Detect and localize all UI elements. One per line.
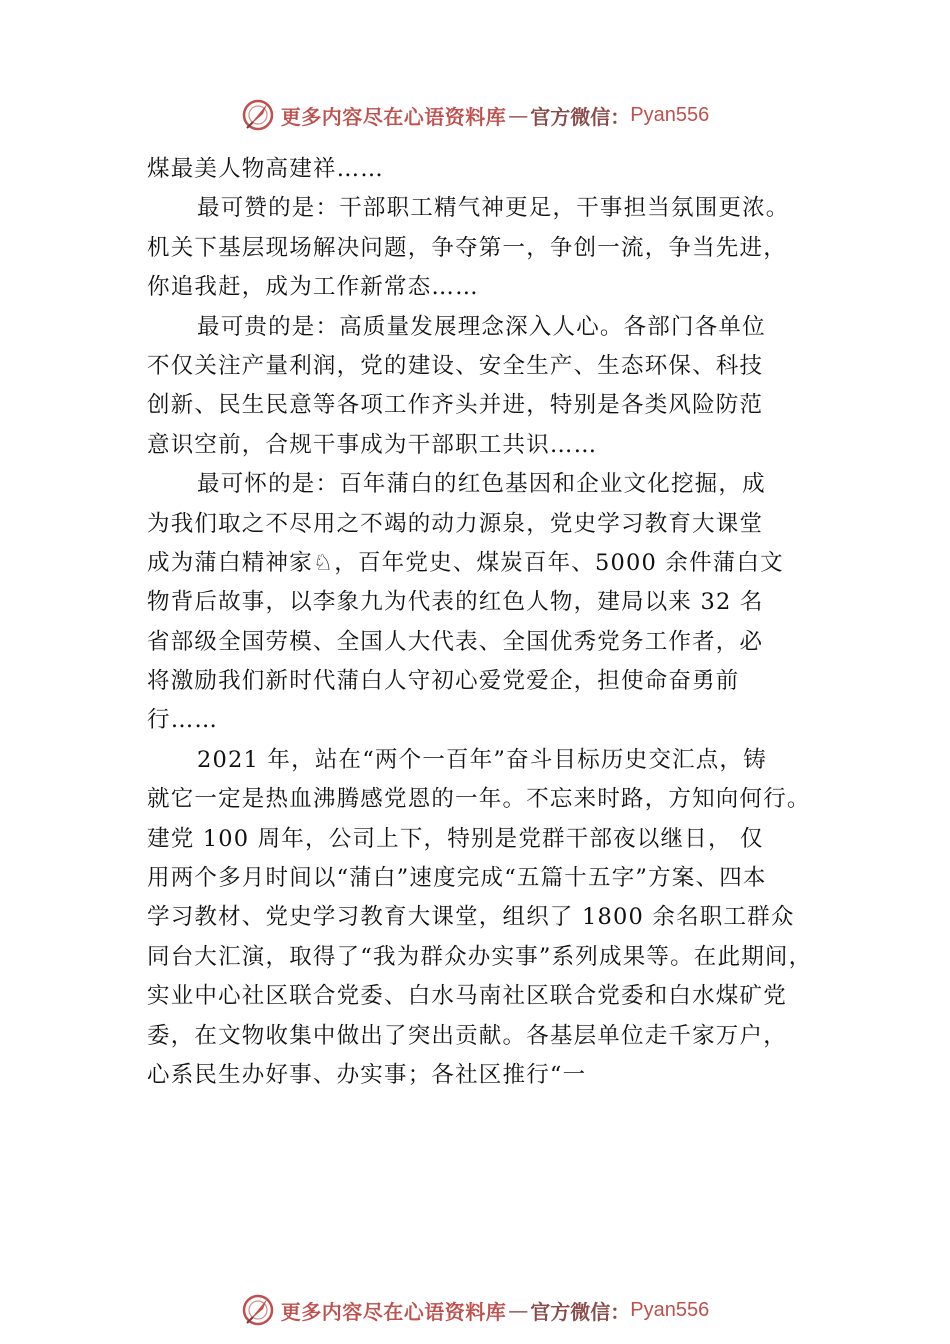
text-line: 将激励我们新时代蒲白人守初心爱党爱企，担使命奋勇前 (147, 668, 740, 695)
header-banner (0, 95, 950, 135)
text-line: 最可赞的是：干部职工精气神更足，干事担当氛围更浓。 (197, 195, 790, 222)
text-line: 不仅关注产量利润，党的建设、安全生产、生态环保、科技 (147, 352, 764, 379)
text-line: 最可贵的是：高质量发展理念深入人心。各部门各单位 (197, 313, 766, 340)
text-line: 最可怀的是：百年蒲白的红色基因和企业文化挖掘，成 (197, 471, 766, 498)
text-line: 同台大汇演，取得了“我为群众办实事”系列成果等。在此期间， (147, 943, 813, 970)
text-line: 创新、民生民意等各项工作齐头并进，特别是各类风险防范 (147, 392, 764, 419)
text-line: 行…… (147, 707, 219, 734)
banner-official-label: 官方微信： (530, 1299, 631, 1324)
text-line: 学习教材、党史学习教育大课堂，组织了 1800 余名职工群众 (147, 904, 795, 931)
banner-title: 更多内容尽在心语资料库 (280, 1299, 507, 1324)
text-line: 实业中心社区联合党委、白水马南社区联合党委和白水煤矿党 (147, 983, 787, 1010)
banner-official-label: 官方微信： (530, 104, 631, 129)
banner-dash: — (508, 103, 529, 127)
text-line: 成为蒲白精神家♘，百年党史、煤炭百年、5000 余件蒲白文 (147, 549, 784, 576)
text-line: 煤最美人物高建祥…… (147, 156, 385, 182)
quill-logo-icon (241, 1293, 275, 1327)
text-line: 物背后故事，以李象九为代表的红色人物，建局以来 32 名 (147, 589, 764, 616)
quill-logo-icon (241, 98, 275, 132)
text-line: 用两个多月时间以“蒲白”速度完成“五篇十五字”方案、四本 (147, 865, 767, 892)
text-line: 就它一定是热血沸腾感党恩的一年。不忘来时路，方知向何行。 (147, 786, 811, 813)
text-line: 建党 100 周年，公司上下，特别是党群干部夜以继日， 仅 (147, 825, 764, 852)
banner-wechat-id: Pyan556 (630, 1298, 710, 1321)
text-line: 意识空前，合规干事成为干部职工共识…… (147, 431, 598, 458)
document-body (147, 150, 847, 1095)
text-line: 省部级全国劳模、全国人大代表、全国优秀党务工作者，必 (147, 628, 764, 655)
text-line: 你追我赶，成为工作新常态…… (147, 274, 479, 301)
banner-dash: — (508, 1298, 529, 1322)
text-line: 为我们取之不尽用之不竭的动力源泉，党史学习教育大课堂 (147, 510, 764, 537)
text-line: 机关下基层现场解决问题，争夺第一，争创一流，争当先进， (147, 234, 787, 261)
footer-banner (0, 1290, 950, 1330)
text-line: 2021 年，站在“两个一百年”奋斗目标历史交汇点，铸 (197, 746, 767, 773)
banner-title: 更多内容尽在心语资料库 (280, 104, 507, 129)
banner-wechat-id: Pyan556 (630, 103, 710, 126)
text-line: 心系民生办好事、办实事；各社区推行“一 (147, 1061, 587, 1088)
text-line: 委，在文物收集中做出了突出贡献。各基层单位走千家万户， (147, 1022, 787, 1049)
